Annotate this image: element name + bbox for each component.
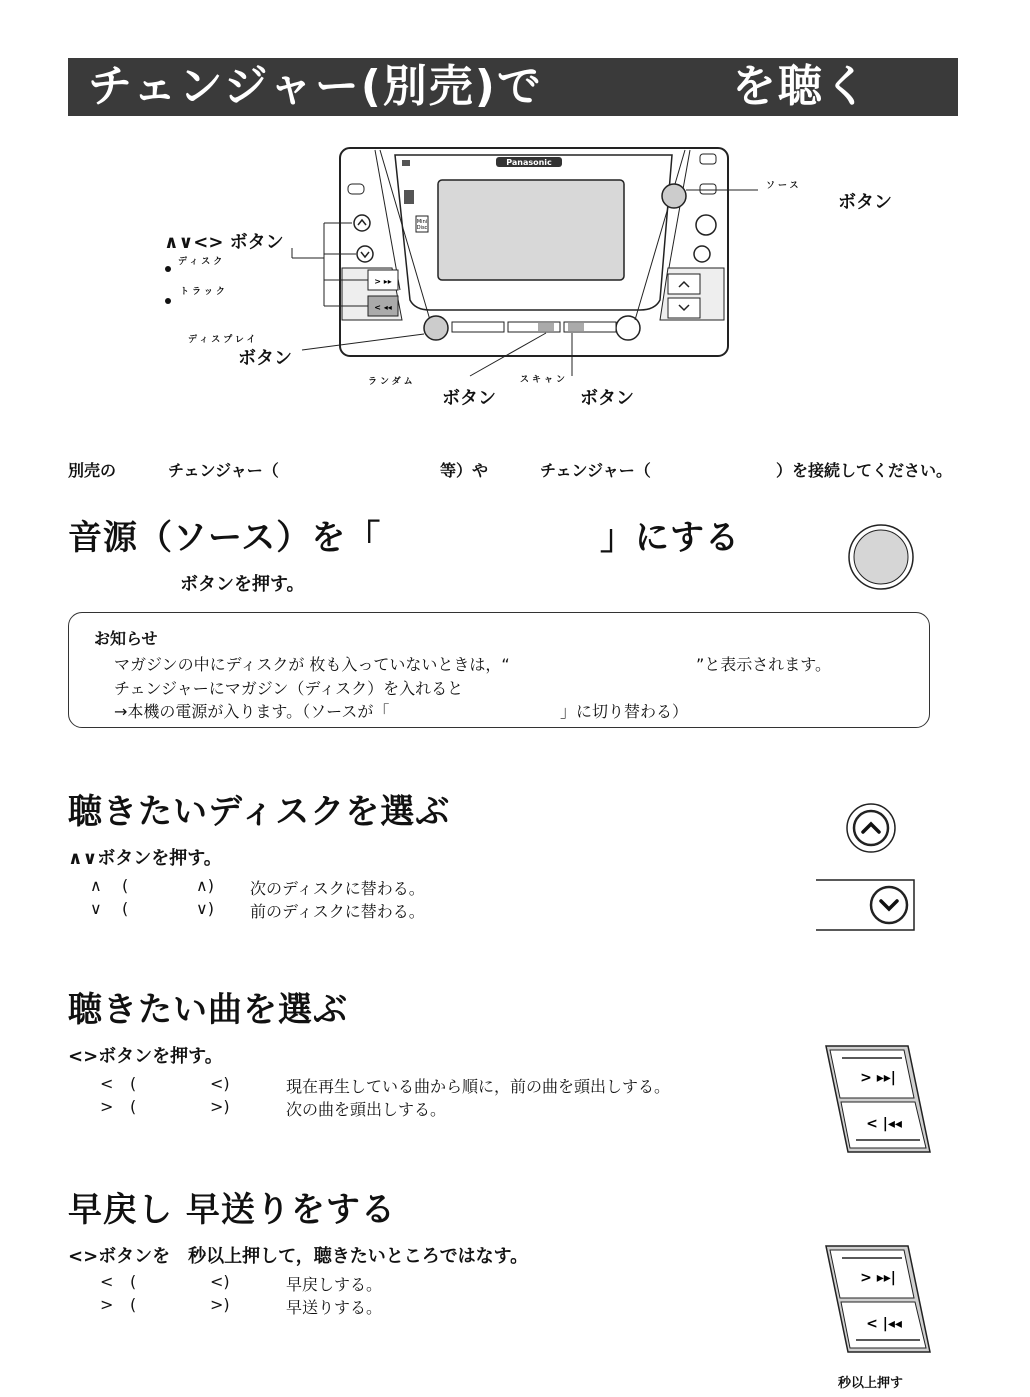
- section-disc-instruction: ∧∨ボタンを押す。: [68, 848, 222, 869]
- section-seek-instruction: <>ボタンを 秒以上押して，聴きたいところではなす。: [68, 1246, 529, 1267]
- disc-item-key: ∨: [90, 899, 102, 918]
- disc-item-paren: (: [122, 876, 129, 895]
- device-diagram: [0, 130, 1030, 420]
- seek-buttons-icon: [820, 1240, 936, 1360]
- note-line3b: 」に切り替わる）: [560, 702, 689, 721]
- track-item-desc: 現在再生している曲から順に，前の曲を頭出しする。: [286, 1077, 671, 1096]
- section-track-title: 聴きたい曲を選ぶ: [68, 990, 348, 1030]
- disc-item-paren: (: [122, 899, 129, 918]
- connect-text-c: 等）や: [440, 461, 489, 480]
- connect-text-b: チェンジャー（: [168, 461, 279, 480]
- track-item-key: >: [100, 1097, 114, 1116]
- disc-small-label: ディスク: [178, 257, 226, 267]
- svg-text:Disc: Disc: [416, 225, 428, 231]
- source-button: [662, 184, 686, 208]
- seek-item-paren: (: [130, 1295, 137, 1314]
- random-small-label: ランダム: [368, 377, 416, 387]
- track-item-sym: <): [210, 1074, 230, 1093]
- page-title: チェンジャー(別売)で: [88, 61, 543, 112]
- note-line3a: →本機の電源が入ります。（ソースが「: [114, 702, 390, 721]
- seek-item-paren: (: [130, 1272, 137, 1291]
- disc-item-desc: 次のディスクに替わる。: [250, 879, 425, 898]
- display-button-label: ボタン: [238, 348, 292, 369]
- seek-item-desc: 早戻しする。: [286, 1275, 383, 1294]
- source-small-label: ソース: [766, 181, 802, 191]
- seek-item-key: <: [100, 1272, 114, 1291]
- connect-text-a: 別売の: [68, 461, 117, 480]
- hold-caption: 秒以上押す: [838, 1376, 904, 1391]
- disc-item-key: ∧: [90, 876, 102, 895]
- section-track-instruction: <>ボタンを押す。: [68, 1046, 223, 1067]
- disc-item-desc: 前のディスクに替わる。: [250, 902, 425, 921]
- source-button-label: ボタン: [838, 192, 892, 213]
- section-disc-title: 聴きたいディスクを選ぶ: [68, 792, 451, 832]
- note-line1a: マガジンの中にディスクが 枚も入っていないときは，“: [114, 655, 510, 674]
- disc-item-sym: ∧): [196, 876, 214, 895]
- track-item-sym: >): [210, 1097, 230, 1116]
- seek-item-sym: >): [210, 1295, 230, 1314]
- track-skip-buttons-icon: [820, 1040, 936, 1160]
- display-screen: [438, 180, 624, 280]
- brand-text: Panasonic: [506, 158, 552, 167]
- track-item-paren: (: [130, 1074, 137, 1093]
- section-source-title-b: 」にする: [600, 518, 740, 558]
- random-button-label: ボタン: [442, 388, 496, 409]
- svg-text:> ▸▸: > ▸▸: [374, 277, 392, 286]
- connect-text-e: ）を接続してください。: [776, 461, 953, 480]
- arrow-buttons-label: ∧∨<> ボタン: [164, 232, 284, 253]
- disc-down-button-icon: [814, 878, 918, 934]
- track-item-key: <: [100, 1074, 114, 1093]
- section-seek-title: 早戻し 早送りをする: [68, 1190, 396, 1230]
- track-small-label: トラック: [180, 287, 228, 297]
- note-heading: お知らせ: [94, 629, 158, 648]
- svg-text:< ◂◂: < ◂◂: [374, 303, 392, 312]
- up-button: [354, 215, 370, 231]
- disc-up-button-icon: [842, 800, 902, 856]
- rewind-icon: < |◂◂: [866, 1316, 902, 1332]
- seek-item-key: >: [100, 1295, 114, 1314]
- note-line2: チェンジャーにマガジン（ディスク）を入れると: [114, 679, 464, 698]
- seek-item-sym: <): [210, 1272, 230, 1291]
- section-source-title-a: 音源（ソース）を「: [68, 518, 382, 558]
- track-item-paren: (: [130, 1097, 137, 1116]
- display-small-label: ディスプレイ: [188, 335, 259, 345]
- scan-small-label: スキャン: [520, 375, 569, 385]
- section-source-instruction: ボタンを押す。: [180, 574, 305, 595]
- prev-track-icon: < |◂◂: [866, 1116, 902, 1132]
- display-button: [424, 316, 448, 340]
- next-track-icon: > ▸▸|: [860, 1070, 896, 1086]
- connect-text-d: チェンジャー（: [540, 461, 651, 480]
- note-line1b: ”と表示されます。: [696, 655, 832, 674]
- seek-item-desc: 早送りする。: [286, 1298, 383, 1317]
- disc-item-sym: ∨): [196, 899, 214, 918]
- track-item-desc: 次の曲を頭出しする。: [286, 1100, 447, 1119]
- down-button: [357, 246, 373, 262]
- minidisc-logo: Mini: [416, 219, 428, 225]
- page-title-end: を聴く: [732, 61, 870, 112]
- fast-forward-icon: > ▸▸|: [860, 1270, 896, 1286]
- scan-button-label: ボタン: [580, 388, 634, 409]
- source-button-icon: [846, 522, 916, 592]
